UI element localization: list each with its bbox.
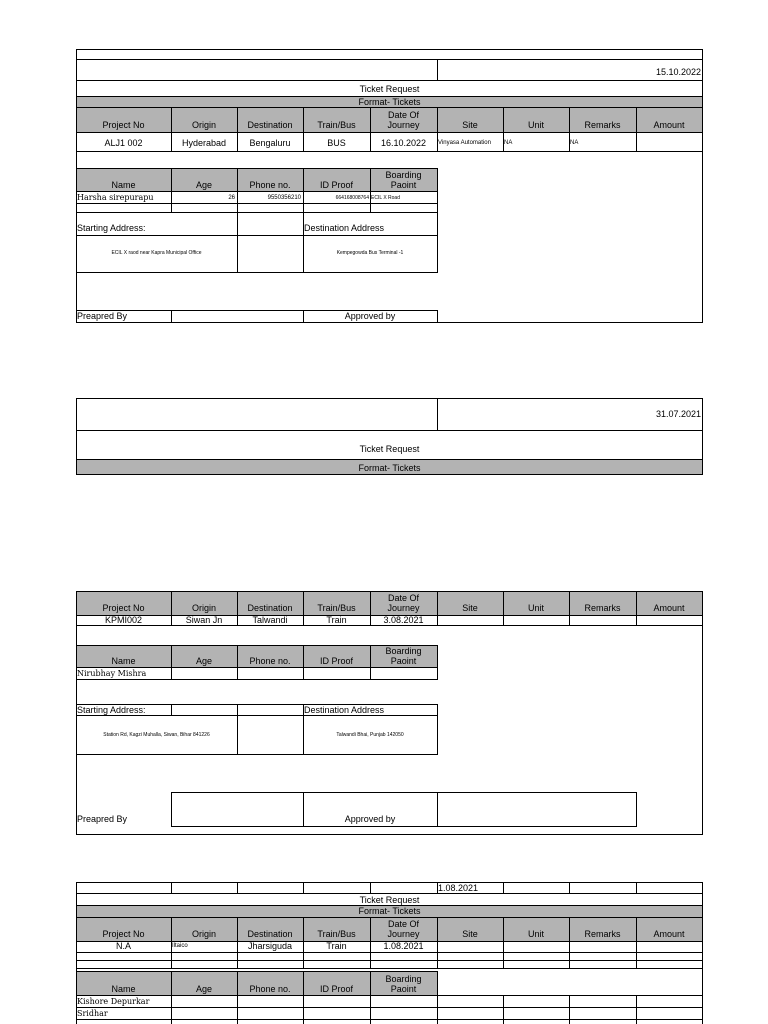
- header-unit: Unit: [527, 929, 544, 939]
- site-value: Vinyasa Automation: [438, 140, 491, 146]
- destination-address-value: Kempegowda Bus Terminal -1: [336, 250, 404, 256]
- form-date: 1.08.2021: [438, 883, 479, 893]
- header-boarding: Boarding: [385, 170, 422, 180]
- header-amount: Amount: [653, 929, 685, 939]
- header-unit: Unit: [527, 120, 544, 130]
- header-amount: Amount: [653, 603, 685, 613]
- format-title: Format- Tickets: [358, 906, 421, 916]
- header-id-proof: ID Proof: [319, 656, 353, 666]
- header-origin: Origin: [191, 120, 216, 130]
- header-site: Site: [462, 120, 478, 130]
- format-title: Format- Tickets: [358, 97, 421, 107]
- starting-address-value: ECIL X raod near Kapra Municipal Office: [111, 250, 202, 256]
- passenger-name: Kishore Depurkar: [77, 997, 150, 1006]
- header-destination: Destination: [247, 929, 293, 939]
- destination-address-label: Destination Address: [304, 223, 385, 233]
- project-no-value: ALJ1 002: [104, 138, 143, 148]
- train-bus-value: Train: [326, 615, 347, 625]
- header-id-proof: ID Proof: [319, 180, 353, 190]
- header-paoint: Paoint: [390, 984, 417, 994]
- header-project-no: Project No: [102, 929, 145, 939]
- header-remarks: Remarks: [584, 603, 621, 613]
- approved-by-label: Approved by: [344, 311, 396, 321]
- header-age: Age: [195, 180, 212, 190]
- origin-value: Siwan Jn: [185, 615, 223, 625]
- header-date-of: Date Of: [387, 110, 419, 120]
- header-remarks: Remarks: [584, 929, 621, 939]
- train-bus-value: Train: [326, 941, 347, 951]
- header-destination: Destination: [247, 603, 293, 613]
- passenger-name: Nirubhay Mishra: [77, 669, 147, 678]
- origin-value: Iltaico: [172, 943, 188, 949]
- form-date: 31.07.2021: [655, 409, 701, 419]
- destination-address-label: Destination Address: [304, 705, 385, 715]
- starting-address-label: Starting Address:: [77, 223, 146, 233]
- header-train-bus: Train/Bus: [317, 603, 356, 613]
- destination-value: Jharsiguda: [247, 941, 293, 951]
- journey-date-value: 16.10.2022: [380, 138, 427, 148]
- prepared-by-label: Preapred By: [77, 814, 128, 824]
- passenger-name: Harsha sirepurapu: [77, 193, 154, 202]
- ticket-request-title: Ticket Request: [359, 895, 420, 905]
- passenger-name: Sridhar: [77, 1009, 108, 1018]
- starting-address-label: Starting Address:: [77, 705, 146, 715]
- passenger-age: 26: [228, 195, 235, 201]
- header-journey: Journey: [387, 603, 420, 613]
- header-destination: Destination: [247, 120, 293, 130]
- unit-value: NA: [504, 140, 513, 146]
- header-name: Name: [111, 180, 136, 190]
- header-boarding: Boarding: [385, 974, 422, 984]
- header-unit: Unit: [527, 603, 544, 613]
- header-phone: Phone no.: [249, 656, 291, 666]
- header-train-bus: Train/Bus: [317, 929, 356, 939]
- starting-address-value: Station Rd, Kagzi Muhalla, Siwan, Bihar 841226: [103, 732, 210, 738]
- passenger-phone: 9550356210: [267, 195, 301, 201]
- journey-date-value: 1.08.2021: [383, 941, 424, 951]
- destination-value: Bengaluru: [249, 138, 291, 148]
- journey-date-value: 3.08.2021: [383, 615, 424, 625]
- header-origin: Origin: [191, 603, 216, 613]
- header-project-no: Project No: [102, 120, 145, 130]
- project-no-value: N.A: [115, 941, 131, 951]
- passenger-boarding: ECIL X Road: [371, 195, 400, 201]
- header-name: Name: [111, 656, 136, 666]
- header-site: Site: [462, 929, 478, 939]
- header-id-proof: ID Proof: [319, 984, 353, 994]
- destination-address-value: Talwandi Bhai, Punjab 142050: [336, 732, 404, 738]
- ticket-request-title: Ticket Request: [359, 444, 420, 454]
- header-project-no: Project No: [102, 603, 145, 613]
- header-boarding: Boarding: [385, 646, 422, 656]
- project-no-value: KPMI002: [104, 615, 143, 625]
- header-date-of: Date Of: [387, 593, 419, 603]
- header-journey: Journey: [387, 120, 420, 130]
- remarks-value: NA: [570, 140, 579, 146]
- ticket-request-title: Ticket Request: [359, 84, 420, 94]
- header-journey: Journey: [387, 929, 420, 939]
- format-title: Format- Tickets: [358, 463, 421, 473]
- header-phone: Phone no.: [249, 180, 291, 190]
- destination-value: Talwandi: [252, 615, 288, 625]
- header-age: Age: [195, 656, 212, 666]
- header-name: Name: [111, 984, 136, 994]
- header-paoint: Paoint: [390, 180, 417, 190]
- header-date-of: Date Of: [387, 919, 419, 929]
- header-remarks: Remarks: [584, 120, 621, 130]
- header-paoint: Paoint: [390, 656, 417, 666]
- header-site: Site: [462, 603, 478, 613]
- header-amount: Amount: [653, 120, 685, 130]
- approved-by-label: Approved by: [344, 814, 396, 824]
- header-origin: Origin: [191, 929, 216, 939]
- passenger-id-proof: 664168008764: [335, 195, 369, 201]
- form-date: 15.10.2022: [655, 67, 701, 77]
- header-phone: Phone no.: [249, 984, 291, 994]
- train-bus-value: BUS: [327, 138, 346, 148]
- origin-value: Hyderabad: [181, 138, 227, 148]
- prepared-by-label: Preapred By: [77, 311, 128, 321]
- header-train-bus: Train/Bus: [317, 120, 356, 130]
- header-age: Age: [195, 984, 212, 994]
